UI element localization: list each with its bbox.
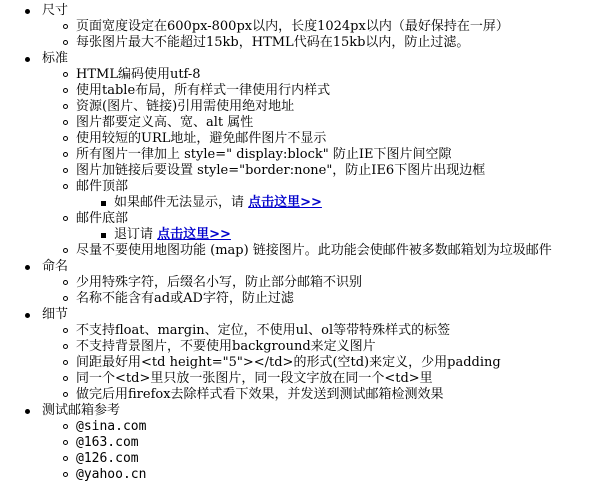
- section-title: 细节: [42, 307, 69, 322]
- circle-bullet: [63, 296, 68, 301]
- section-title: 标准: [42, 51, 69, 66]
- circle-bullet: [63, 40, 68, 45]
- section-details: [0, 307, 603, 403]
- mail-domain: @sina.com: [76, 419, 147, 434]
- list-item: 使用较短的URL地址，避免邮件图片不显示: [0, 131, 603, 147]
- section-title: 尺寸: [42, 3, 69, 18]
- list-item: 做完后用firefox去除样式看下效果，并发送到测试邮箱检测效果: [0, 387, 603, 403]
- unsubscribe-link[interactable]: 点击这里>>: [157, 227, 231, 242]
- section-naming: [0, 259, 603, 307]
- list-item: 不支持背景图片，不要使用background来定义图片: [0, 339, 603, 355]
- list-item: [0, 451, 603, 467]
- disc-bullet: [25, 265, 30, 270]
- list-item: 间距最好用<td height="5"></td>的形式(空td)来定义，少用padding: [0, 355, 603, 371]
- list-item: 同一个<td>里只放一张图片，同一段文字放在同一个<td>里: [0, 371, 603, 387]
- disc-bullet: [25, 313, 30, 318]
- list-item: 页面宽度设定在600px-800px以内，长度1024px以内（最好保持在一屏）: [0, 19, 603, 35]
- list-item: 少用特殊字符，后缀名小写，防止部分邮箱不识别: [0, 275, 603, 291]
- circle-bullet: [63, 184, 68, 189]
- list-item: 如果邮件无法显示，请 点击这里>>: [0, 195, 603, 211]
- circle-bullet: [63, 376, 68, 381]
- disc-bullet: [25, 57, 30, 62]
- list-item: 所有图片一律加上 style=" display:block" 防止IE下图片间空隙: [0, 147, 603, 163]
- circle-bullet: [63, 24, 68, 29]
- mail-domain: @163.com: [76, 435, 139, 450]
- list-item: 退订请 点击这里>>: [0, 227, 603, 243]
- circle-bullet: [63, 88, 68, 93]
- square-bullet: [101, 233, 106, 238]
- square-bullet: [101, 201, 106, 206]
- list-item: 资源(图片、链接)引用需使用绝对地址: [0, 99, 603, 115]
- list-item: 图片都要定义高、宽、alt 属性: [0, 115, 603, 131]
- list-item: 名称不能含有ad或AD字符，防止过滤: [0, 291, 603, 307]
- list-item: [0, 419, 603, 435]
- list-item: 每张图片最大不能超过15kb，HTML代码在15kb以内，防止过滤。: [0, 35, 603, 51]
- circle-bullet: [63, 360, 68, 365]
- circle-bullet: [63, 440, 68, 445]
- section-standard: [0, 51, 603, 259]
- circle-bullet: [63, 456, 68, 461]
- list-item: [0, 435, 603, 451]
- circle-bullet: [63, 136, 68, 141]
- circle-bullet: [63, 72, 68, 77]
- section-test-mailboxes: [0, 403, 603, 483]
- mail-domain: @126.com: [76, 451, 139, 466]
- circle-bullet: [63, 424, 68, 429]
- email-footer-item: 邮件底部 退订请 点击这里>>: [0, 211, 603, 243]
- circle-bullet: [63, 104, 68, 109]
- circle-bullet: [63, 168, 68, 173]
- circle-bullet: [63, 344, 68, 349]
- list-item: 使用table布局，所有样式一律使用行内样式: [0, 83, 603, 99]
- circle-bullet: [63, 248, 68, 253]
- circle-bullet: [63, 152, 68, 157]
- disc-bullet: [25, 409, 30, 414]
- section-size: [0, 3, 603, 51]
- circle-bullet: [63, 328, 68, 333]
- click-here-link[interactable]: 点击这里>>: [248, 195, 322, 210]
- circle-bullet: [63, 120, 68, 125]
- circle-bullet: [63, 472, 68, 477]
- email-header-item: 邮件顶部 如果邮件无法显示，请 点击这里>>: [0, 179, 603, 211]
- list-item: 图片加链接后要设置 style="border:none"，防止IE6下图片出现边框: [0, 163, 603, 179]
- mail-domain: @yahoo.cn: [76, 467, 147, 482]
- circle-bullet: [63, 392, 68, 397]
- list-item: 不支持float、margin、定位，不使用ul、ol等带特殊样式的标签: [0, 323, 603, 339]
- circle-bullet: [63, 216, 68, 221]
- list-item: 尽量不要使用地图功能 (map) 链接图片。此功能会使邮件被多数邮箱划为垃圾邮件: [0, 243, 603, 259]
- circle-bullet: [63, 280, 68, 285]
- list-item: [0, 467, 603, 483]
- section-title: 测试邮箱参考: [42, 403, 121, 418]
- list-item: HTML编码使用utf-8: [0, 67, 603, 83]
- section-title: 命名: [42, 259, 69, 274]
- disc-bullet: [25, 9, 30, 14]
